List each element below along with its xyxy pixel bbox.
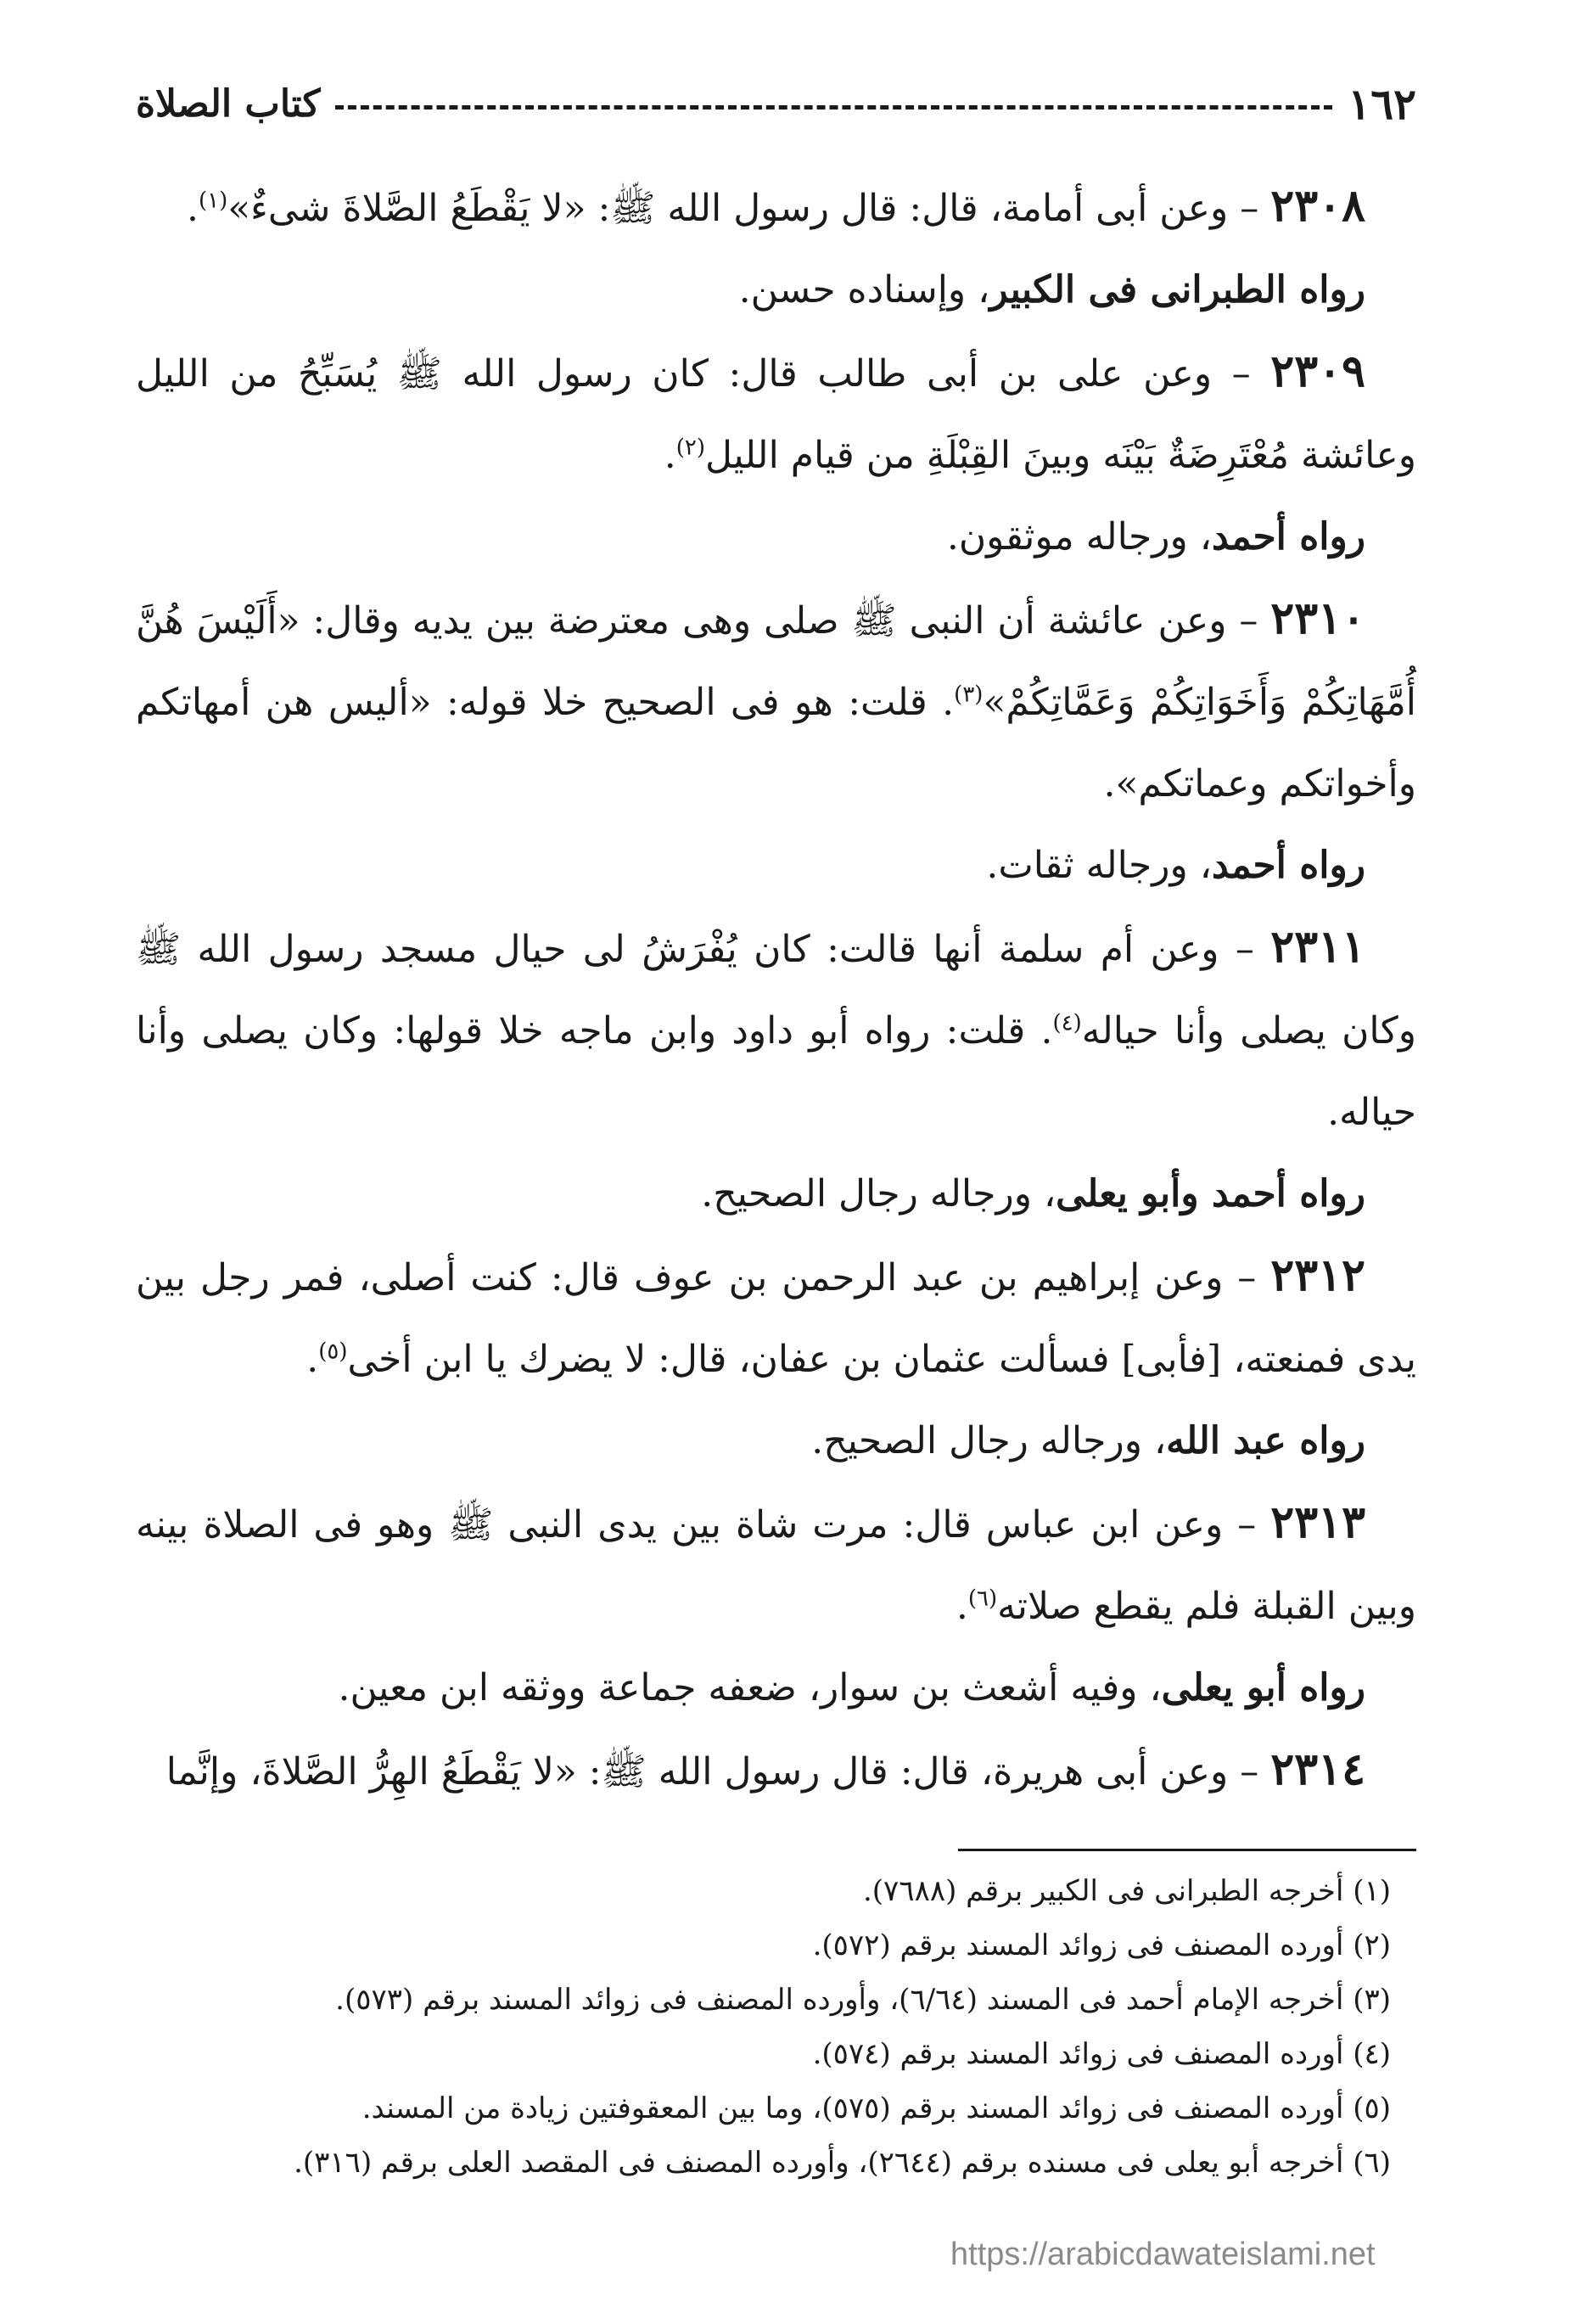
narration-2310 — [136, 825, 1416, 907]
hadith-text-end: . — [664, 434, 676, 477]
hadith-text: – وعن إبراهيم بن عبد الرحمن بن عوف قال: كنت أصلى، فمر رجل بين يدى فمنعته، [فأبى] فسألت عثمان بن عفان، قال: لا يضرك يا ابن أخى — [136, 1256, 1416, 1381]
footnote-ref: (٦) — [967, 1586, 998, 1612]
book-title: كتاب الصلاة — [136, 81, 321, 126]
hadith-text-end: . — [306, 1338, 319, 1381]
footnote-ref: (٥) — [318, 1339, 348, 1365]
narration-2308 — [136, 250, 1416, 331]
narrator: رواه أبو يعلى — [1161, 1666, 1365, 1709]
hadith-number: ٢٣٠٩ — [1270, 345, 1365, 397]
footnote-ref: (٤) — [1052, 1010, 1082, 1036]
hadith-text: – وعن أم سلمة أنها قالت: كان يُفْرَشُ لى حيال مسجد رسول الله ﷺ وكان يصلى وأنا حياله — [136, 928, 1416, 1053]
narration-grade: ، ورجاله رجال الصحيح. — [701, 1172, 1056, 1215]
page-number: ١٦٢ — [1348, 78, 1416, 129]
hadith-2313 — [136, 1482, 1416, 1648]
footnote-2: (٢) أورده المصنف فى زوائد المسند برقم (٥٧٢). — [812, 1928, 1391, 1962]
hadith-text: – وعن على بن أبى طالب قال: كان رسول الله ﷺ يُسَبِّحُ من الليل وعائشة مُعْتَرِضَةٌ بَيْنَه وبينَ القِبْلَةِ من قيام الليل — [136, 352, 1416, 477]
narration-grade: ، ورجاله ثقات. — [986, 844, 1212, 887]
hadith-2308 — [136, 166, 1416, 250]
narration-2313 — [136, 1648, 1416, 1729]
page-header — [136, 78, 1416, 129]
narration-2309 — [136, 497, 1416, 578]
footnote-ref: (٣) — [954, 682, 984, 708]
hadith-number: ٢٣٠٨ — [1270, 180, 1365, 232]
narration-grade: ، وإسناده حسن. — [738, 268, 990, 312]
watermark: https://arabicdawateislami.net — [950, 2237, 1376, 2272]
hadith-number: ٢٣١٢ — [1270, 1249, 1365, 1301]
narrator: رواه أحمد وأبو يعلى — [1056, 1172, 1365, 1215]
hadith-body — [136, 166, 1416, 1813]
hadith-2311 — [136, 907, 1416, 1154]
hadith-number: ٢٣١٤ — [1270, 1743, 1365, 1795]
narrator: رواه عبد الله — [1166, 1419, 1365, 1462]
footnote-1: (١) أخرجه الطبرانى فى الكبير برقم (٧٦٨٨). — [862, 1874, 1391, 1908]
hadith-2312 — [136, 1235, 1416, 1401]
hadith-number: ٢٣١٠ — [1270, 592, 1365, 644]
footnote-ref: (١) — [198, 188, 228, 214]
footnote-6: (٦) أخرجه أبو يعلى فى مسنده برقم (٢٦٤٤)، وأورده المصنف فى المقصد العلى برقم (٣١٦). — [294, 2146, 1391, 2180]
narrator: رواه أحمد — [1211, 515, 1365, 559]
narration-2312 — [136, 1401, 1416, 1482]
narration-grade: ، وفيه أشعث بن سوار، ضعفه جماعة ووثقه ابن معين. — [338, 1666, 1162, 1709]
footnote-3: (٣) أخرجه الإمام أحمد فى المسند (٦/٦٤)، وأورده المصنف فى زوائد المسند برقم (٥٧٣). — [335, 1983, 1391, 2017]
header-dashed-rule — [335, 105, 1332, 109]
hadith-2310 — [136, 578, 1416, 825]
footnote-ref: (٢) — [675, 435, 705, 461]
hadith-2309 — [136, 331, 1416, 497]
narration-grade: ، ورجاله رجال الصحيح. — [811, 1419, 1167, 1462]
hadith-2314 — [136, 1729, 1416, 1813]
narration-grade: ، ورجاله موثقون. — [946, 515, 1212, 559]
narration-2311 — [136, 1154, 1416, 1235]
hadith-text: – وعن ابن عباس قال: مرت شاة بين يدى النبى ﷺ وهو فى الصلاة بينه وبين القبلة فلم يقطع صلاته — [136, 1503, 1416, 1628]
narrator: رواه الطبرانى فى الكبير — [989, 268, 1365, 312]
hadith-number: ٢٣١١ — [1270, 921, 1365, 973]
hadith-text-end: . قلت: هو فى الصحيح خلا قوله: «أليس هن أمهاتكم وأخواتكم وعماتكم». — [136, 681, 1416, 806]
hadith-number: ٢٣١٣ — [1270, 1496, 1365, 1548]
narrator: رواه أحمد — [1211, 844, 1365, 887]
footnote-4: (٤) أورده المصنف فى زوائد المسند برقم (٥٧٤). — [812, 2037, 1391, 2071]
footnotes — [136, 1864, 1416, 2190]
hadith-text-end: . قلت: رواه أبو داود وابن ماجه خلا قولها: وكان يصلى وأنا حياله. — [136, 1009, 1416, 1134]
hadith-text: – وعن عائشة أن النبى ﷺ صلى وهى معترضة بين يديه وقال: «أَلَيْسَ هُنَّ أُمَّهَاتِكُمْ وَأَخَوَاتِكُمْ وَعَمَّاتِكُمْ» — [136, 599, 1416, 724]
hadith-text-end: . — [956, 1585, 968, 1628]
hadith-text-end: . — [186, 187, 199, 230]
footnote-5: (٥) أورده المصنف فى زوائد المسند برقم (٥٧٥)، وما بين المعقوفتين زيادة من المسند. — [361, 2091, 1391, 2125]
footnote-separator — [958, 1849, 1416, 1851]
hadith-text: – وعن أبى أمامة، قال: قال رسول الله ﷺ: «لا يَقْطَعُ الصَّلاةَ شىءٌ» — [227, 187, 1259, 230]
hadith-text: – وعن أبى هريرة، قال: قال رسول الله ﷺ: «لا يَقْطَعُ الهِرُّ الصَّلاةَ، وإنَّما — [165, 1750, 1259, 1794]
